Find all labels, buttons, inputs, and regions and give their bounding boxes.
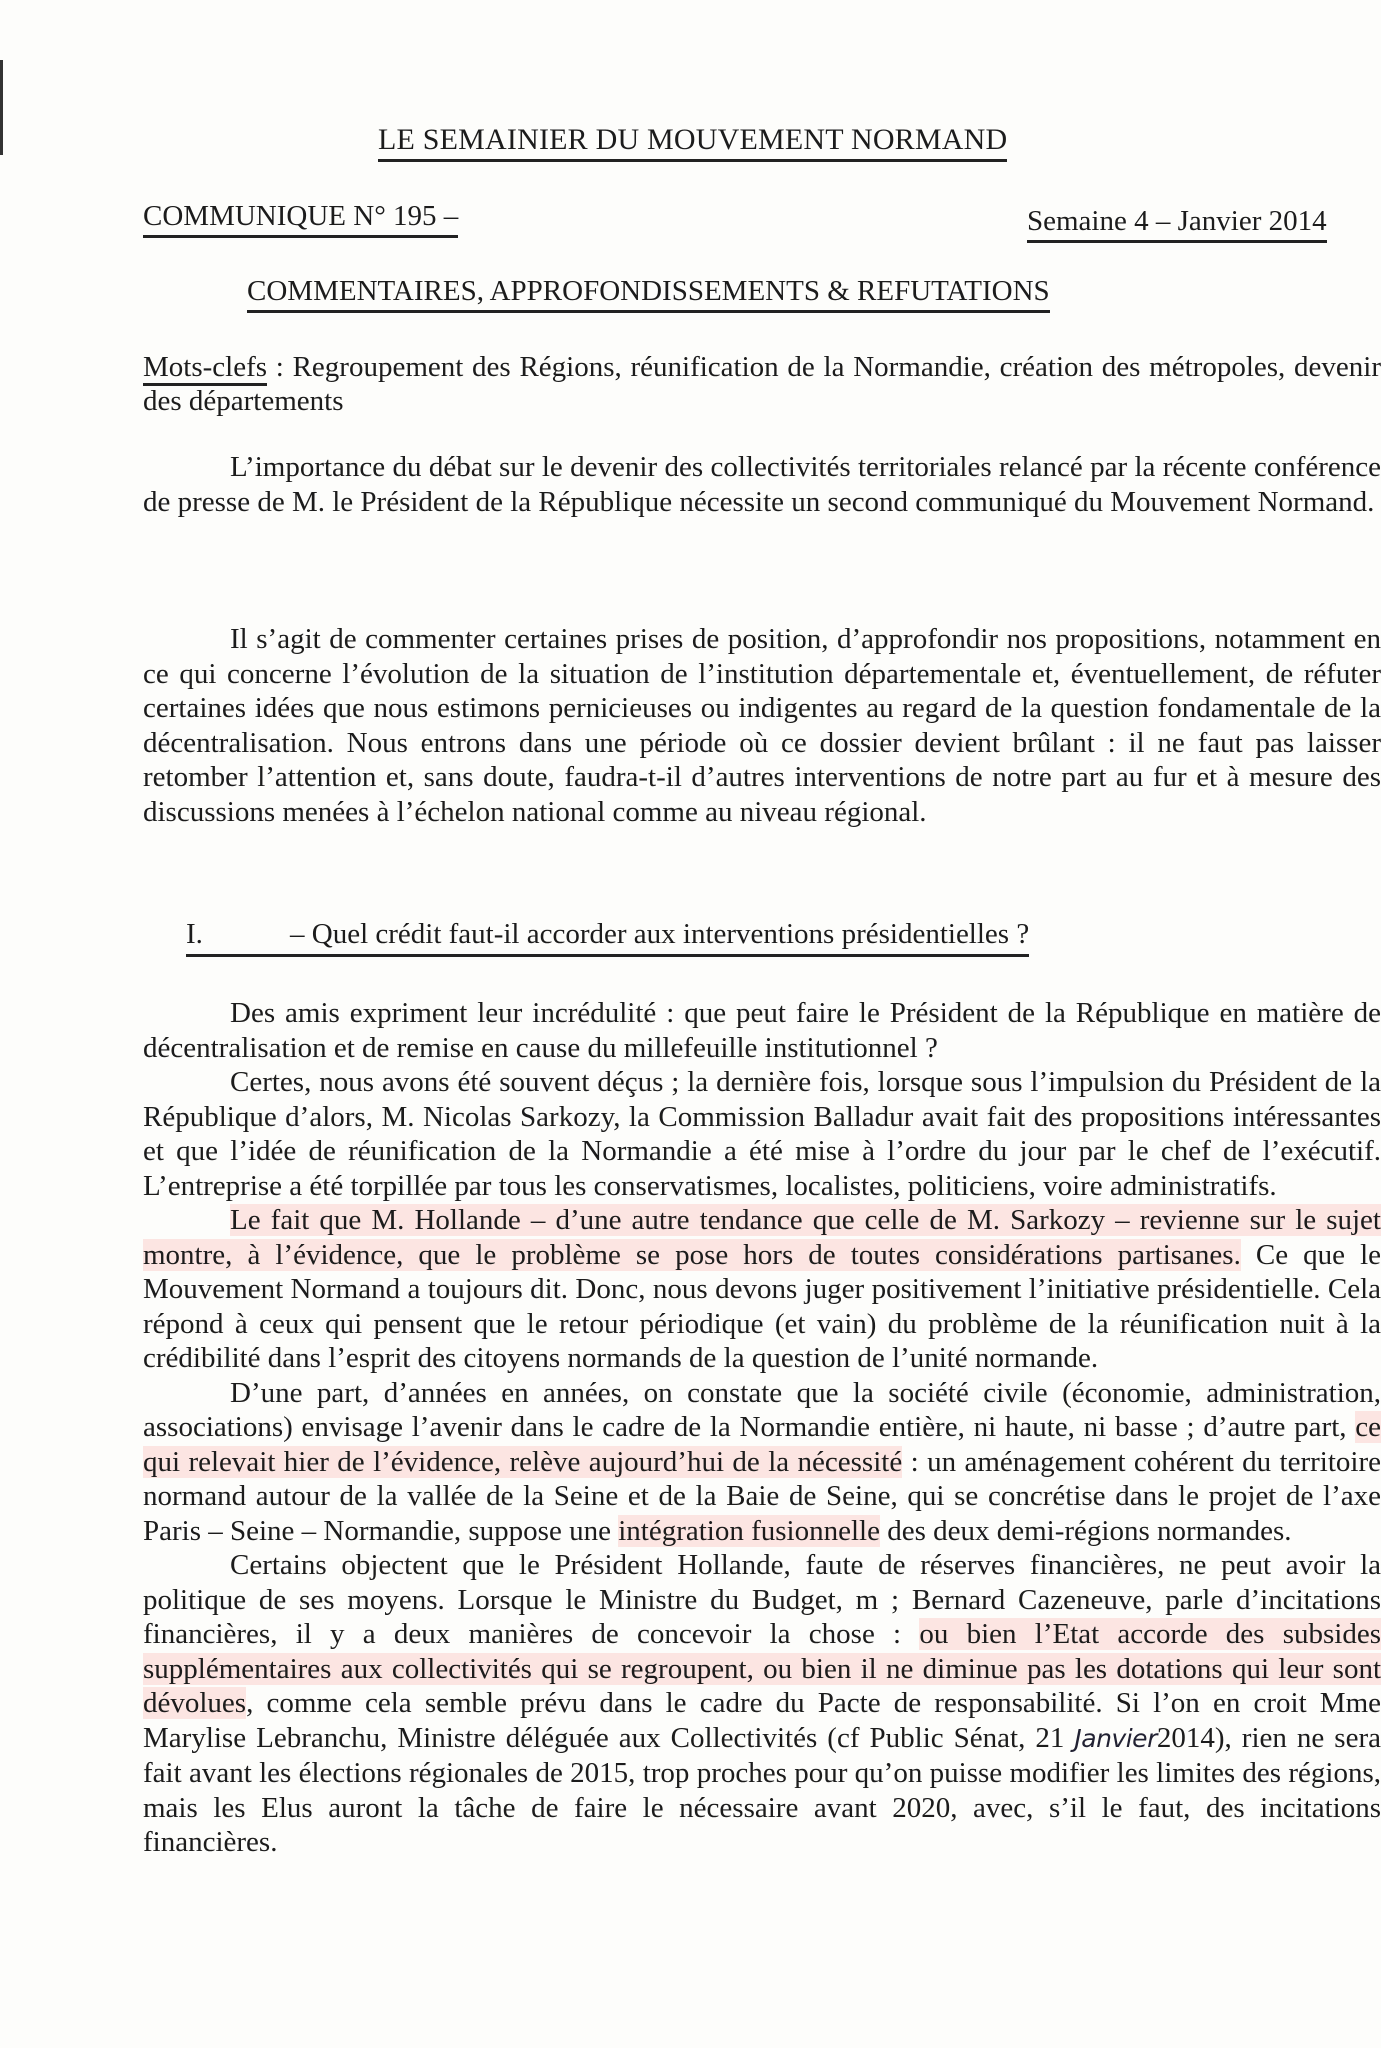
section-1-number: I. <box>186 918 203 950</box>
masthead-title: LE SEMAINIER DU MOUVEMENT NORMAND <box>378 123 1007 162</box>
section-1-title: – Quel crédit faut-il accorder aux interventions présidentielles ? <box>290 918 1030 950</box>
section-1-paragraph-5: Certains objectent que le Président Hollande, faute de réserves financières, ne peut avoir la politique de ses moyens. Lorsque le Ministre du Budget, m ; Bernard Cazeneuve, parle d’incitations financières, il y a deux manières de concevoir la chose : ou bien l’Etat accorde des subsides supplémentaires aux collectivités qui se regroupent, ou bien il ne diminue pas les dotations qui leur sont dévolues, comme cela semble prévu dans le cadre du Pacte de responsabilité. Si l’on en croit Mme Marylise Lebranchu, Ministre déléguée aux Collectivités (cf Public Sénat, 21 Janvier2014), rien ne sera fait avant les élections régionales de 2015, trop proches pour qu’on puisse modifier les limites des régions, mais les Elus auront la tâche de faire le nécessaire avant 2020, avec, s’il le faut, des incitations financières. <box>143 1549 1381 1858</box>
highlight-integration: intégration fusionnelle <box>618 1514 880 1547</box>
highlight-partisan: Le fait que M. Hollande – d’une autre tendance que celle de M. Sarkozy – revienne sur le sujet montre, à l’évidence, que le problème se pose hors de toutes considérations partisanes. <box>143 1204 1381 1271</box>
keywords-label: Mots-clefs <box>143 351 267 386</box>
intro-paragraph-1: L’importance du débat sur le devenir des collectivités territoriales relancé par la récente conférence de presse de M. le Président de la République nécessite un second communiqué du Mouvement Normand. <box>143 451 1381 518</box>
keywords-separator: : <box>267 351 293 383</box>
communique-number: COMMUNIQUE N° 195 – <box>143 200 458 238</box>
section-1-paragraph-1: Des amis expriment leur incrédulité : que peut faire le Président de la République en matière de décentralisation et de remise en cause du millefeuille institutionnel ? <box>143 997 1381 1064</box>
handwritten-month: Janvier <box>1074 1723 1157 1753</box>
intro-paragraph-2: Il s’agit de commenter certaines prises de position, d’approfondir nos propositions, notamment en ce qui concerne l’évolution de la situation de l’institution départementale et, éventuellement, de réfuter certaines idées que nous estimons pernicieuses ou indigentes au regard de la question fondamentale de la décentralisation. Nous entrons dans une période où ce dossier devient brûlant : il ne faut pas laisser retomber l’attention et, sans doute, faudra-t-il d’autres interventions de notre part au fur et à mesure des discussions menées à l’échelon national comme au niveau régional. <box>143 623 1381 828</box>
section-1-paragraph-4: D’une part, d’années en années, on constate que la société civile (économie, administration, associations) envisage l’avenir dans le cadre de la Normandie entière, ni haute, ni basse ; d’autre part, ce qui relevait hier de l’évidence, relève aujourd’hui de la nécessité : un aménagement cohérent du territoire normand autour de la vallée de la Seine et de la Baie de Seine, qui se concrétise dans le projet de l’axe Paris – Seine – Normandie, suppose une intégration fusionnelle des deux demi-régions normandes. <box>143 1376 1381 1547</box>
week-date: Semaine 4 – Janvier 2014 <box>1027 205 1327 243</box>
highlight-necessity: ce qui relevait hier de l’évidence, relève aujourd’hui de la nécessité <box>143 1411 1381 1478</box>
section-1-body <box>143 996 1381 1860</box>
document-subtitle: COMMENTAIRES, APPROFONDISSEMENTS & REFUTATIONS <box>247 275 1050 313</box>
highlight-subsidies: ou bien l’Etat accorde des subsides supplémentaires aux collectivités qui se regroupent, ou bien il ne diminue pas les dotations qui leur sont dévolues <box>143 1618 1381 1719</box>
keywords-text: Regroupement des Régions, réunification de la Normandie, création des métropoles, devenir des départements <box>143 351 1381 417</box>
section-1-paragraph-3: Le fait que M. Hollande – d’une autre tendance que celle de M. Sarkozy – revienne sur le sujet montre, à l’évidence, que le problème se pose hors de toutes considérations partisanes. Ce que le Mouvement Normand a toujours dit. Donc, nous devons juger positivement l’initiative présidentielle. Cela répond à ceux qui pensent que le retour périodique (et vain) du problème de la réunification nuit à la crédibilité dans l’esprit des citoyens normands de la question de l’unité normande. <box>143 1204 1381 1374</box>
keywords-line <box>143 350 1381 418</box>
section-1-paragraph-2: Certes, nous avons été souvent déçus ; la dernière fois, lorsque sous l’impulsion du Président de la République d’alors, M. Nicolas Sarkozy, la Commission Balladur avait fait des propositions intéressantes et que l’idée de réunification de la Normandie a été mise à l’ordre du jour par le chef de l’exécutif. L’entreprise a été torpillée par tous les conservatismes, localistes, politiciens, voire administratifs. <box>143 1066 1381 1202</box>
scan-margin-mark <box>0 60 3 155</box>
section-1-heading <box>186 918 1029 957</box>
